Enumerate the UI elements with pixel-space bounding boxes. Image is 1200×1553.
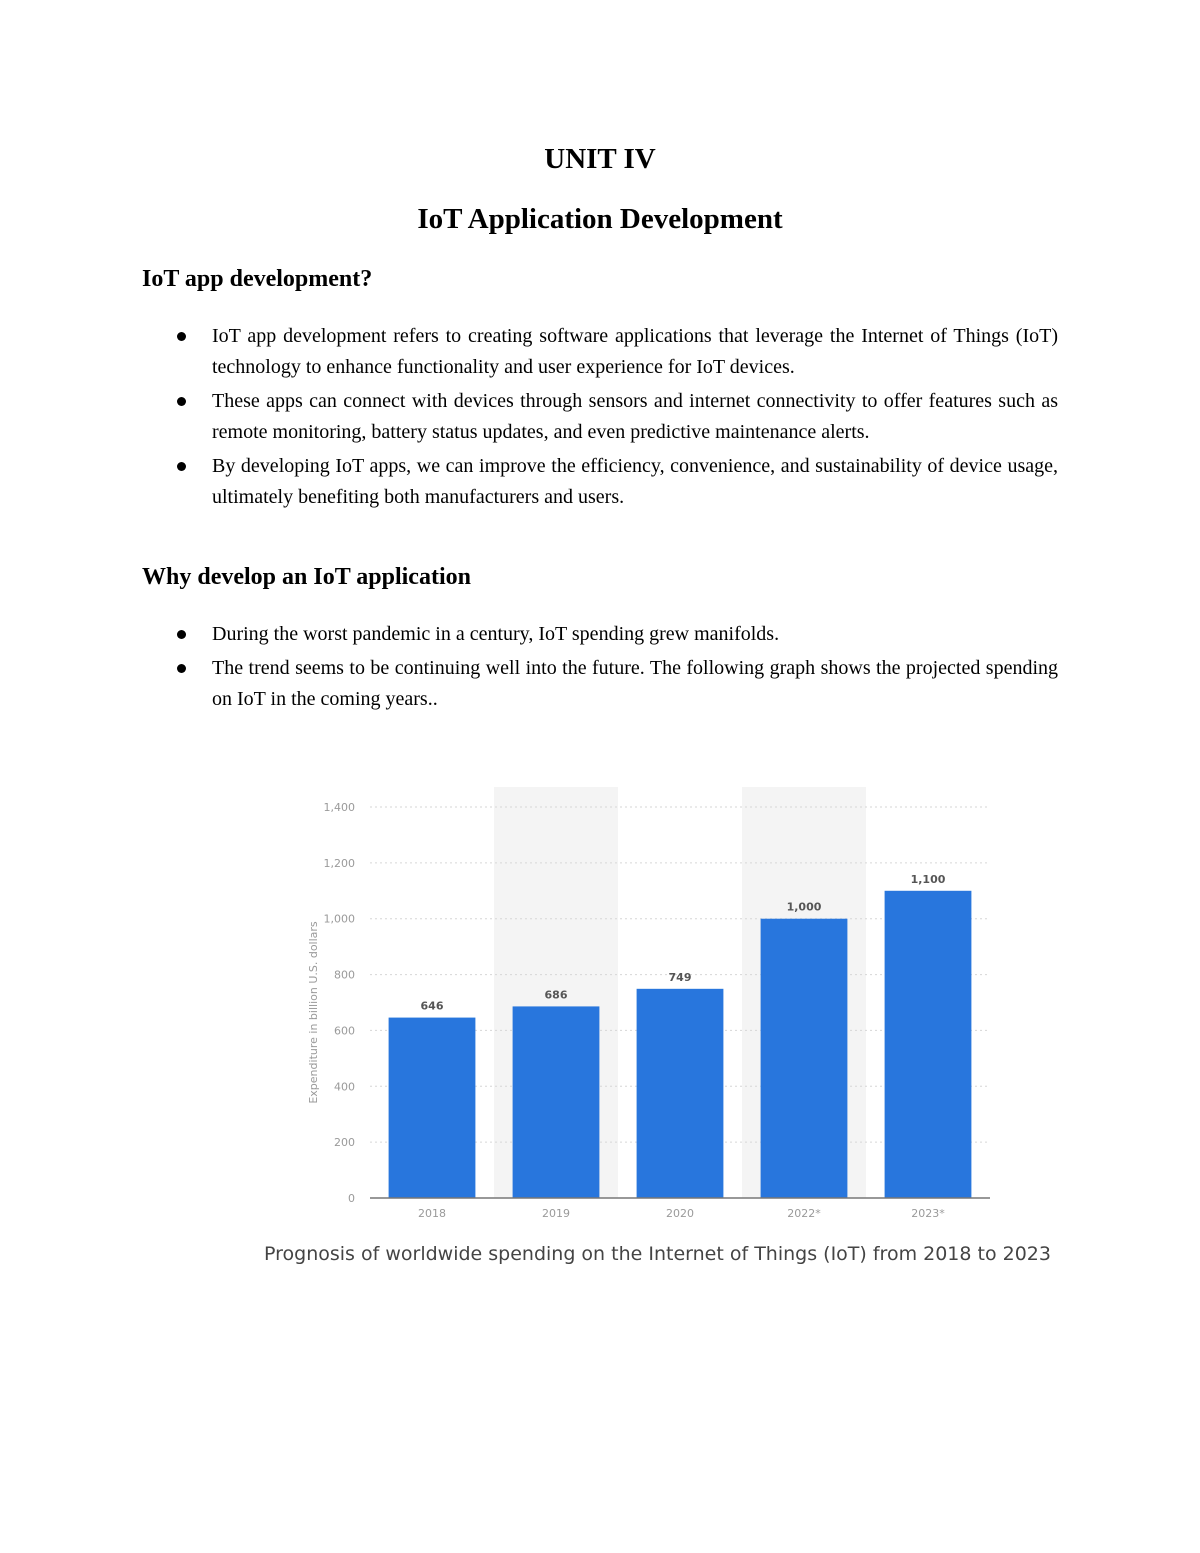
list-item <box>142 321 1058 383</box>
bullet-list-why-develop <box>142 619 1058 718</box>
bar-2018 <box>389 1018 476 1198</box>
bullet-list-iot-app-development <box>142 321 1058 516</box>
y-tick-label: 200 <box>334 1136 355 1150</box>
section-heading-iot-app-development: IoT app development? <box>142 266 373 292</box>
bar-chart <box>300 780 1005 1230</box>
value-label: 686 <box>544 988 568 1002</box>
x-tick-label: 2019 <box>542 1207 570 1220</box>
bullet-dot-icon <box>177 630 186 639</box>
unit-title: UNIT IV <box>544 143 656 175</box>
list-item <box>142 653 1058 715</box>
list-item <box>142 619 1058 650</box>
bullet-text: These apps can connect with devices through sensors and internet connectivity to offer features such as remote monitoring, battery status updates, and even predictive maintenance alerts. <box>212 390 1058 443</box>
y-axis-ticks <box>324 801 356 1205</box>
value-label: 1,100 <box>910 872 946 886</box>
bar-2019 <box>513 1006 600 1198</box>
bullet-text: IoT app development refers to creating software applications that leverage the Internet of Things (IoT) technology to enhance functionality and user experience for IoT devices. <box>212 325 1058 378</box>
x-tick-label: 2022* <box>787 1207 821 1220</box>
y-tick-label: 800 <box>334 968 355 982</box>
y-tick-label: 400 <box>334 1080 355 1094</box>
bullet-text: During the worst pandemic in a century, IoT spending grew manifolds. <box>212 623 780 645</box>
bullet-dot-icon <box>177 397 186 406</box>
bars <box>389 891 972 1198</box>
bar-2022 <box>761 919 848 1198</box>
bar-2020 <box>637 989 724 1198</box>
x-axis-ticks <box>418 1207 945 1220</box>
bullet-dot-icon <box>177 462 186 471</box>
chart-caption: Prognosis of worldwide spending on the Internet of Things (IoT) from 2018 to 2023 <box>264 1243 1051 1265</box>
y-tick-label: 1,200 <box>323 856 355 870</box>
bar-2023 <box>885 891 972 1198</box>
value-label: 749 <box>668 970 692 984</box>
bullet-text: The trend seems to be continuing well into the future. The following graph shows the projected spending on IoT in the coming years.. <box>212 657 1058 710</box>
bullet-dot-icon <box>177 664 186 673</box>
x-tick-label: 2020 <box>666 1207 694 1220</box>
list-item <box>142 386 1058 448</box>
list-item <box>142 451 1058 513</box>
y-tick-label: 1,400 <box>323 801 355 814</box>
bullet-text: By developing IoT apps, we can improve the efficiency, convenience, and sustainability of device usage, ultimately benefiting both manufacturers and users. <box>212 455 1058 508</box>
x-tick-label: 2018 <box>418 1207 446 1220</box>
y-tick-label: 1,000 <box>323 912 355 926</box>
y-tick-label: 600 <box>334 1024 355 1038</box>
bullet-dot-icon <box>177 332 186 341</box>
y-axis-label: Expenditure in billion U.S. dollars <box>307 921 320 1104</box>
document-title: IoT Application Development <box>417 203 783 235</box>
y-tick-label: 0 <box>348 1192 355 1205</box>
section-heading-why-develop: Why develop an IoT application <box>142 564 471 590</box>
x-tick-label: 2023* <box>911 1207 945 1220</box>
iot-spending-chart <box>300 780 1005 1230</box>
value-label: 646 <box>420 999 444 1013</box>
value-label: 1,000 <box>786 900 822 914</box>
